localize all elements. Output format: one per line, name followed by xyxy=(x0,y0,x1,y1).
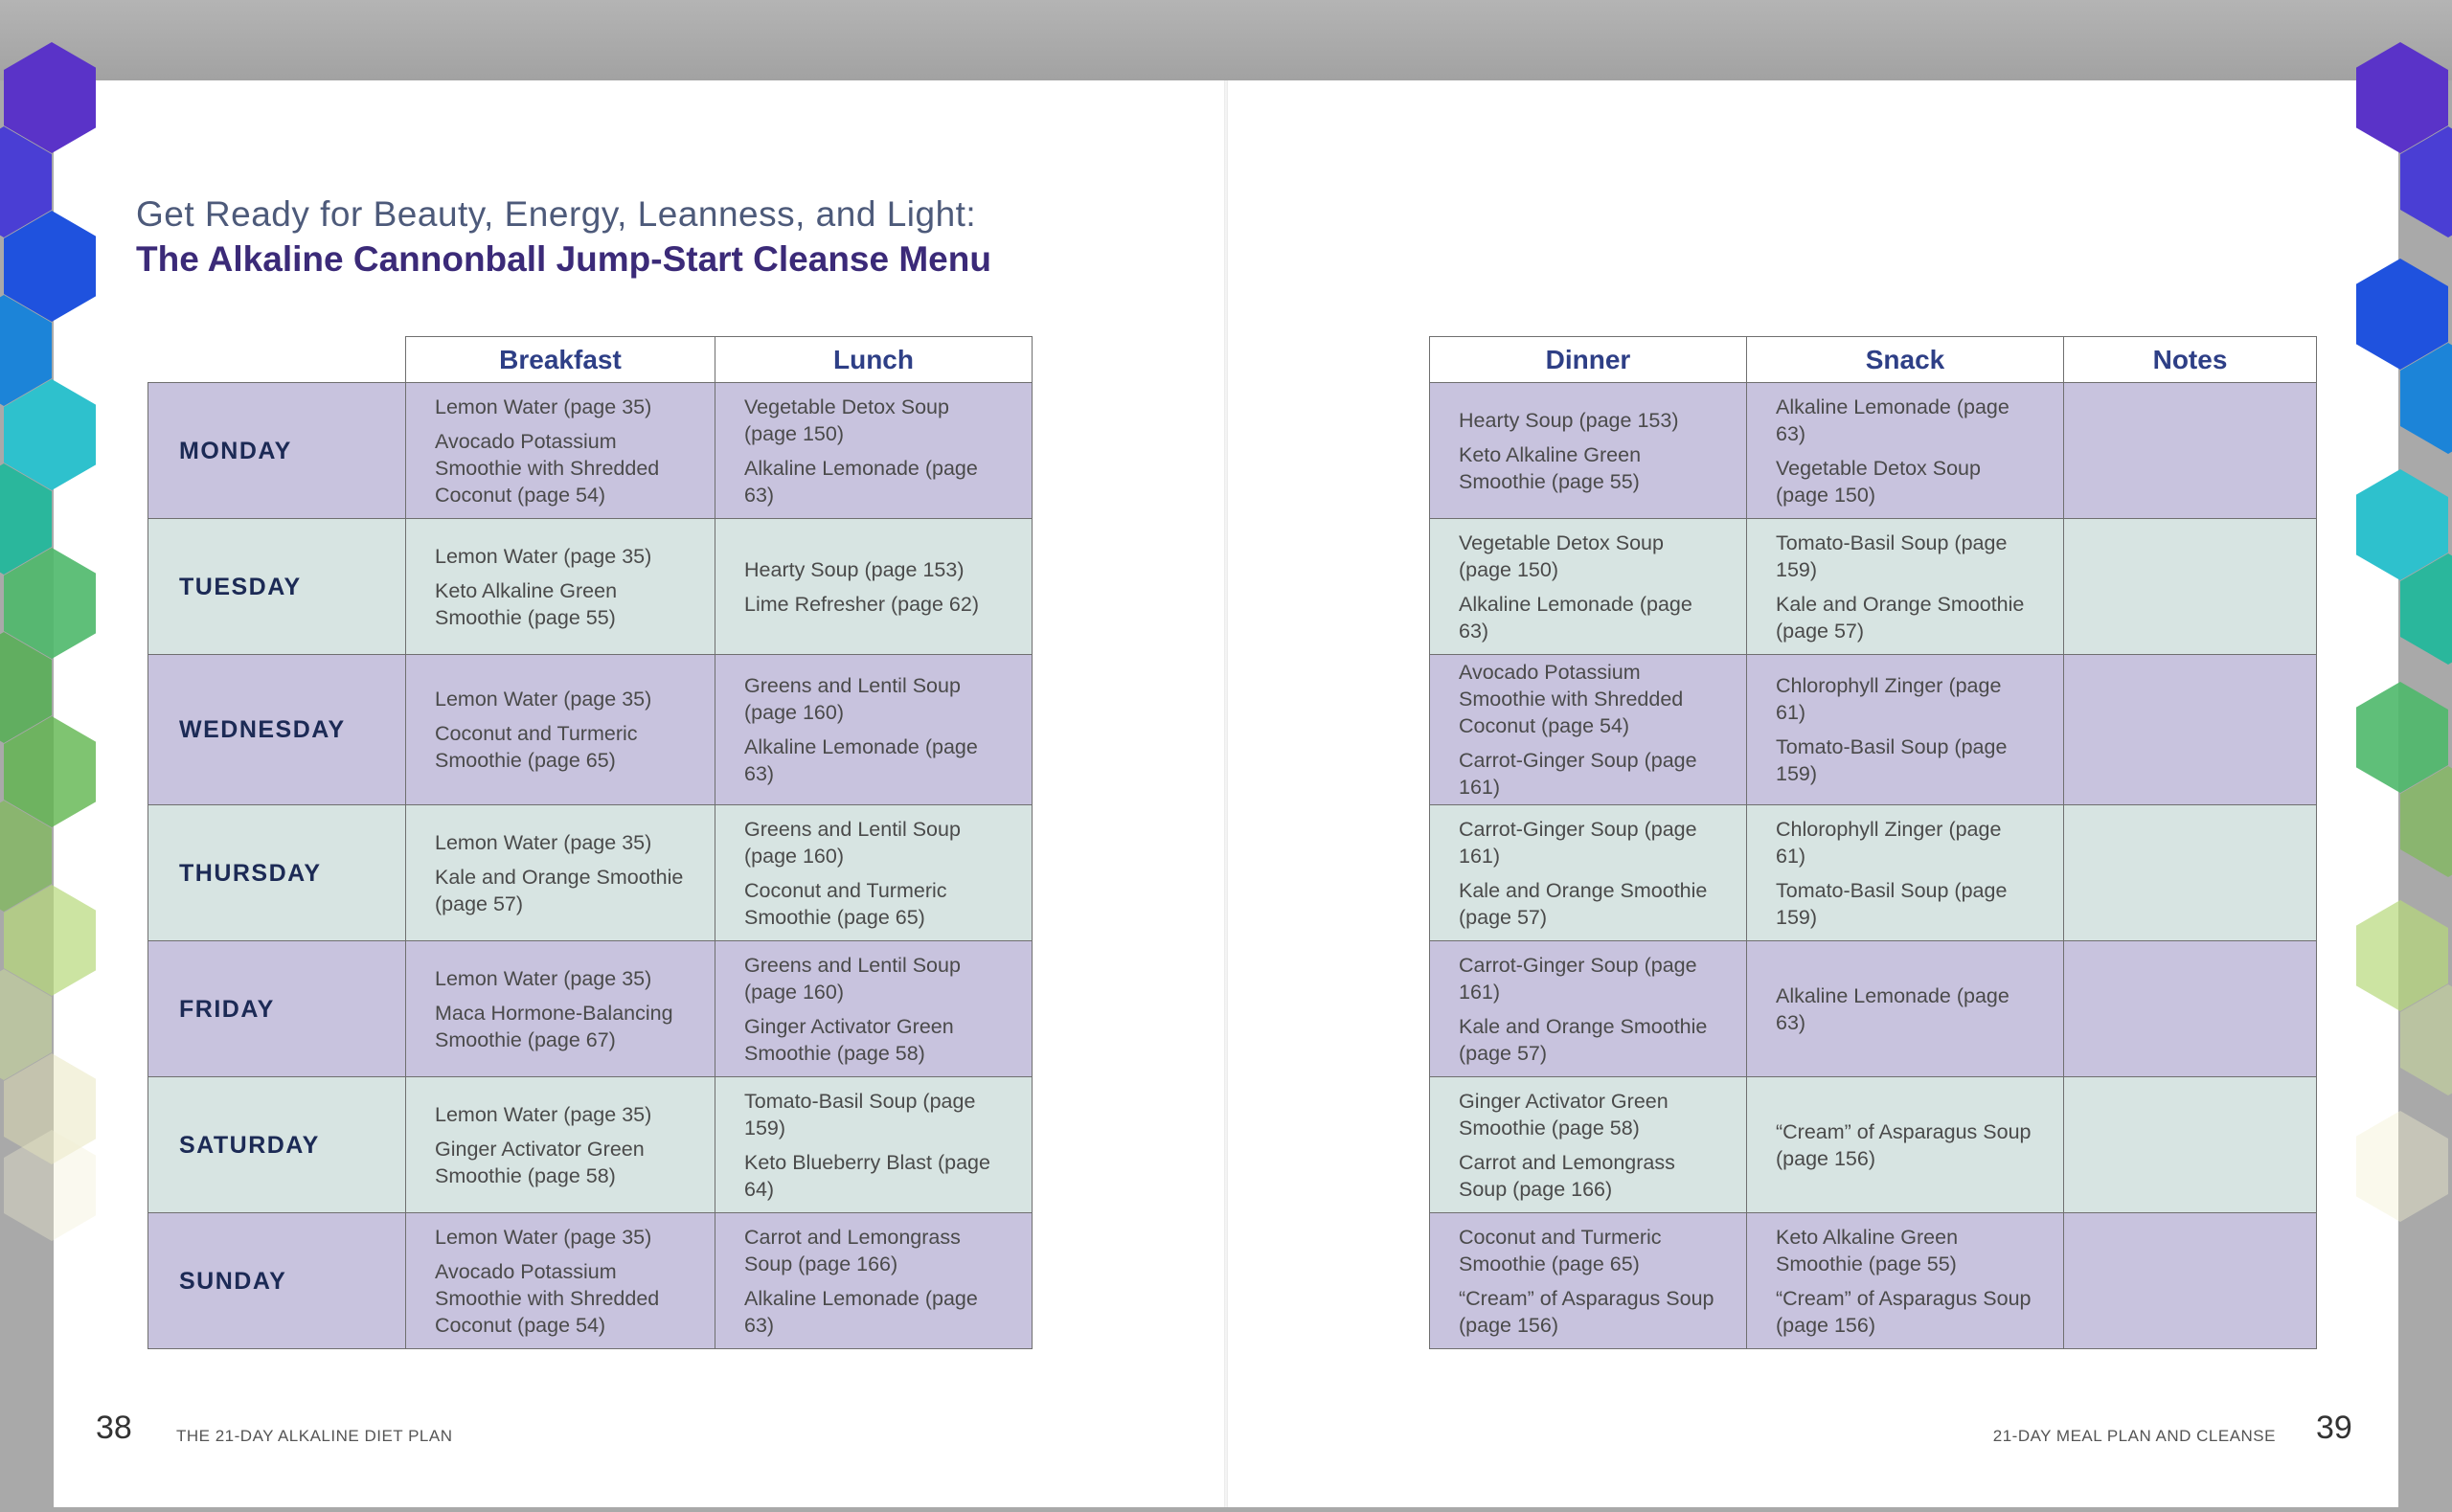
book-spine xyxy=(1224,80,1228,1507)
meal-item: Lemon Water (page 35) xyxy=(435,1225,652,1249)
dinner-cell xyxy=(1430,941,1747,1077)
hexagon-shape xyxy=(2356,1111,2448,1222)
meal-item: Vegetable Detox Soup (page 150) xyxy=(1776,456,1981,507)
right-menu-table xyxy=(1429,336,2317,1349)
dinner-cell xyxy=(1430,383,1747,519)
meal-item: Carrot-Ginger Soup (page 161) xyxy=(1459,749,1697,799)
column-header-lunch: Lunch xyxy=(715,337,1033,383)
table-row xyxy=(1430,519,2317,655)
breakfast-cell xyxy=(406,519,715,655)
meal-item: Lemon Water (page 35) xyxy=(435,830,652,854)
dinner-cell xyxy=(1430,1077,1747,1213)
day-label: MONDAY xyxy=(148,383,406,519)
meal-item: Chlorophyll Zinger (page 61) xyxy=(1776,674,2002,724)
snack-cell xyxy=(1747,1213,2064,1349)
notes-cell xyxy=(2064,383,2317,519)
meal-item: Alkaline Lemonade (page 63) xyxy=(1776,983,2009,1034)
notes-cell xyxy=(2064,941,2317,1077)
day-label: SUNDAY xyxy=(148,1213,406,1349)
meal-item: Greens and Lentil Soup (page 160) xyxy=(744,817,961,868)
meal-item: Lemon Water (page 35) xyxy=(435,544,652,568)
meal-item: “Cream” of Asparagus Soup (page 156) xyxy=(1776,1119,2032,1170)
meal-item: Lemon Water (page 35) xyxy=(435,688,652,711)
table-row xyxy=(1430,805,2317,941)
snack-cell xyxy=(1747,655,2064,805)
left-hexagon-border xyxy=(0,0,96,1512)
meal-item: “Cream” of Asparagus Soup (page 156) xyxy=(1776,1286,2032,1337)
right-page-number: 39 xyxy=(2316,1410,2352,1446)
table-row xyxy=(148,941,1033,1077)
meal-item: Kale and Orange Smoothie (page 57) xyxy=(1776,592,2025,643)
title-line-2: The Alkaline Cannonball Jump-Start Cleanse Menu xyxy=(136,239,991,279)
meal-item: Avocado Potassium Smoothie with Shredded Coconut (page 54) xyxy=(435,429,660,507)
meal-item: Avocado Potassium Smoothie with Shredded Coconut (page 54) xyxy=(435,1259,660,1337)
breakfast-cell xyxy=(406,383,715,519)
lunch-cell xyxy=(715,1077,1033,1213)
meal-item: Carrot and Lemongrass Soup (page 166) xyxy=(1459,1150,1675,1201)
meal-item: Vegetable Detox Soup (page 150) xyxy=(744,395,949,445)
meal-item: Alkaline Lemonade (page 63) xyxy=(744,735,978,785)
lunch-cell xyxy=(715,655,1033,805)
meal-item: Avocado Potassium Smoothie with Shredded Coconut (page 54) xyxy=(1459,661,1684,737)
meal-item: Hearty Soup (page 153) xyxy=(1459,408,1679,432)
meal-item: Keto Alkaline Green Smoothie (page 55) xyxy=(1776,1225,1959,1275)
meal-item: Tomato-Basil Soup (page 159) xyxy=(1776,735,2008,785)
left-menu-table xyxy=(148,336,1033,1349)
dinner-cell xyxy=(1430,805,1747,941)
meal-item: Coconut and Turmeric Smoothie (page 65) xyxy=(1459,1225,1662,1275)
meal-item: Alkaline Lemonade (page 63) xyxy=(744,456,978,507)
lunch-cell xyxy=(715,1213,1033,1349)
breakfast-cell xyxy=(406,941,715,1077)
dinner-cell xyxy=(1430,1213,1747,1349)
lunch-cell xyxy=(715,383,1033,519)
notes-cell xyxy=(2064,519,2317,655)
meal-item: Lemon Water (page 35) xyxy=(435,966,652,990)
snack-cell xyxy=(1747,1077,2064,1213)
column-header-snack: Snack xyxy=(1747,337,2064,383)
meal-item: Kale and Orange Smoothie (page 57) xyxy=(435,865,684,915)
snack-cell xyxy=(1747,519,2064,655)
notes-cell xyxy=(2064,1077,2317,1213)
meal-item: Chlorophyll Zinger (page 61) xyxy=(1776,817,2002,868)
meal-item: Lime Refresher (page 62) xyxy=(744,592,979,616)
meal-item: Kale and Orange Smoothie (page 57) xyxy=(1459,1014,1708,1065)
left-running-head: THE 21-DAY ALKALINE DIET PLAN xyxy=(176,1427,453,1445)
meal-item: Alkaline Lemonade (page 63) xyxy=(744,1286,978,1337)
meal-item: Ginger Activator Green Smoothie (page 58) xyxy=(435,1137,645,1187)
notes-cell xyxy=(2064,655,2317,805)
table-row xyxy=(1430,1213,2317,1349)
meal-item: Tomato-Basil Soup (page 159) xyxy=(1776,878,2008,929)
breakfast-cell xyxy=(406,655,715,805)
breakfast-cell xyxy=(406,805,715,941)
meal-item: “Cream” of Asparagus Soup (page 156) xyxy=(1459,1286,1714,1337)
meal-item: Tomato-Basil Soup (page 159) xyxy=(744,1089,976,1140)
day-label: FRIDAY xyxy=(148,941,406,1077)
snack-cell xyxy=(1747,383,2064,519)
right-hexagon-border xyxy=(2356,0,2452,1512)
breakfast-cell xyxy=(406,1077,715,1213)
day-label: TUESDAY xyxy=(148,519,406,655)
table-row xyxy=(148,383,1033,519)
meal-item: Hearty Soup (page 153) xyxy=(744,557,965,581)
meal-item: Keto Alkaline Green Smoothie (page 55) xyxy=(1459,442,1642,493)
table-row xyxy=(148,519,1033,655)
dinner-cell xyxy=(1430,655,1747,805)
meal-item: Ginger Activator Green Smoothie (page 58) xyxy=(744,1014,954,1065)
meal-item: Greens and Lentil Soup (page 160) xyxy=(744,674,961,724)
table-row xyxy=(1430,383,2317,519)
notes-cell xyxy=(2064,1213,2317,1349)
meal-item: Alkaline Lemonade (page 63) xyxy=(1776,395,2009,445)
meal-item: Carrot and Lemongrass Soup (page 166) xyxy=(744,1225,961,1275)
left-page-number: 38 xyxy=(96,1410,132,1446)
day-label: THURSDAY xyxy=(148,805,406,941)
meal-item: Lemon Water (page 35) xyxy=(435,395,652,418)
meal-item: Coconut and Turmeric Smoothie (page 65) xyxy=(744,878,947,929)
table-row xyxy=(148,1213,1033,1349)
meal-item: Carrot-Ginger Soup (page 161) xyxy=(1459,953,1697,1004)
meal-item: Maca Hormone-Balancing Smoothie (page 67) xyxy=(435,1001,673,1051)
table-row xyxy=(1430,1077,2317,1213)
column-header-dinner: Dinner xyxy=(1430,337,1747,383)
notes-cell xyxy=(2064,805,2317,941)
lunch-cell xyxy=(715,941,1033,1077)
table-row xyxy=(148,655,1033,805)
table-row xyxy=(1430,941,2317,1077)
lunch-cell xyxy=(715,519,1033,655)
table-row xyxy=(148,1077,1033,1213)
meal-item: Alkaline Lemonade (page 63) xyxy=(1459,592,1692,643)
dinner-cell xyxy=(1430,519,1747,655)
meal-item: Keto Blueberry Blast (page 64) xyxy=(744,1150,990,1201)
meal-item: Ginger Activator Green Smoothie (page 58) xyxy=(1459,1089,1669,1140)
meal-item: Kale and Orange Smoothie (page 57) xyxy=(1459,878,1708,929)
table-row xyxy=(148,805,1033,941)
meal-item: Carrot-Ginger Soup (page 161) xyxy=(1459,817,1697,868)
title-line-1: Get Ready for Beauty, Energy, Leanness, and Light: xyxy=(136,194,977,234)
meal-item: Tomato-Basil Soup (page 159) xyxy=(1776,530,2008,581)
meal-item: Greens and Lentil Soup (page 160) xyxy=(744,953,961,1004)
day-label: SATURDAY xyxy=(148,1077,406,1213)
snack-cell xyxy=(1747,941,2064,1077)
meal-item: Keto Alkaline Green Smoothie (page 55) xyxy=(435,578,618,629)
meal-item: Coconut and Turmeric Smoothie (page 65) xyxy=(435,722,638,772)
lunch-cell xyxy=(715,805,1033,941)
blank-header-cell xyxy=(148,337,406,383)
day-label: WEDNESDAY xyxy=(148,655,406,805)
meal-item: Lemon Water (page 35) xyxy=(435,1102,652,1126)
spread-top-shadow xyxy=(0,0,2452,80)
table-row xyxy=(1430,655,2317,805)
right-running-head: 21-DAY MEAL PLAN AND CLEANSE xyxy=(1992,1427,2276,1445)
column-header-notes: Notes xyxy=(2064,337,2317,383)
meal-item: Vegetable Detox Soup (page 150) xyxy=(1459,530,1664,581)
breakfast-cell xyxy=(406,1213,715,1349)
snack-cell xyxy=(1747,805,2064,941)
column-header-breakfast: Breakfast xyxy=(406,337,715,383)
